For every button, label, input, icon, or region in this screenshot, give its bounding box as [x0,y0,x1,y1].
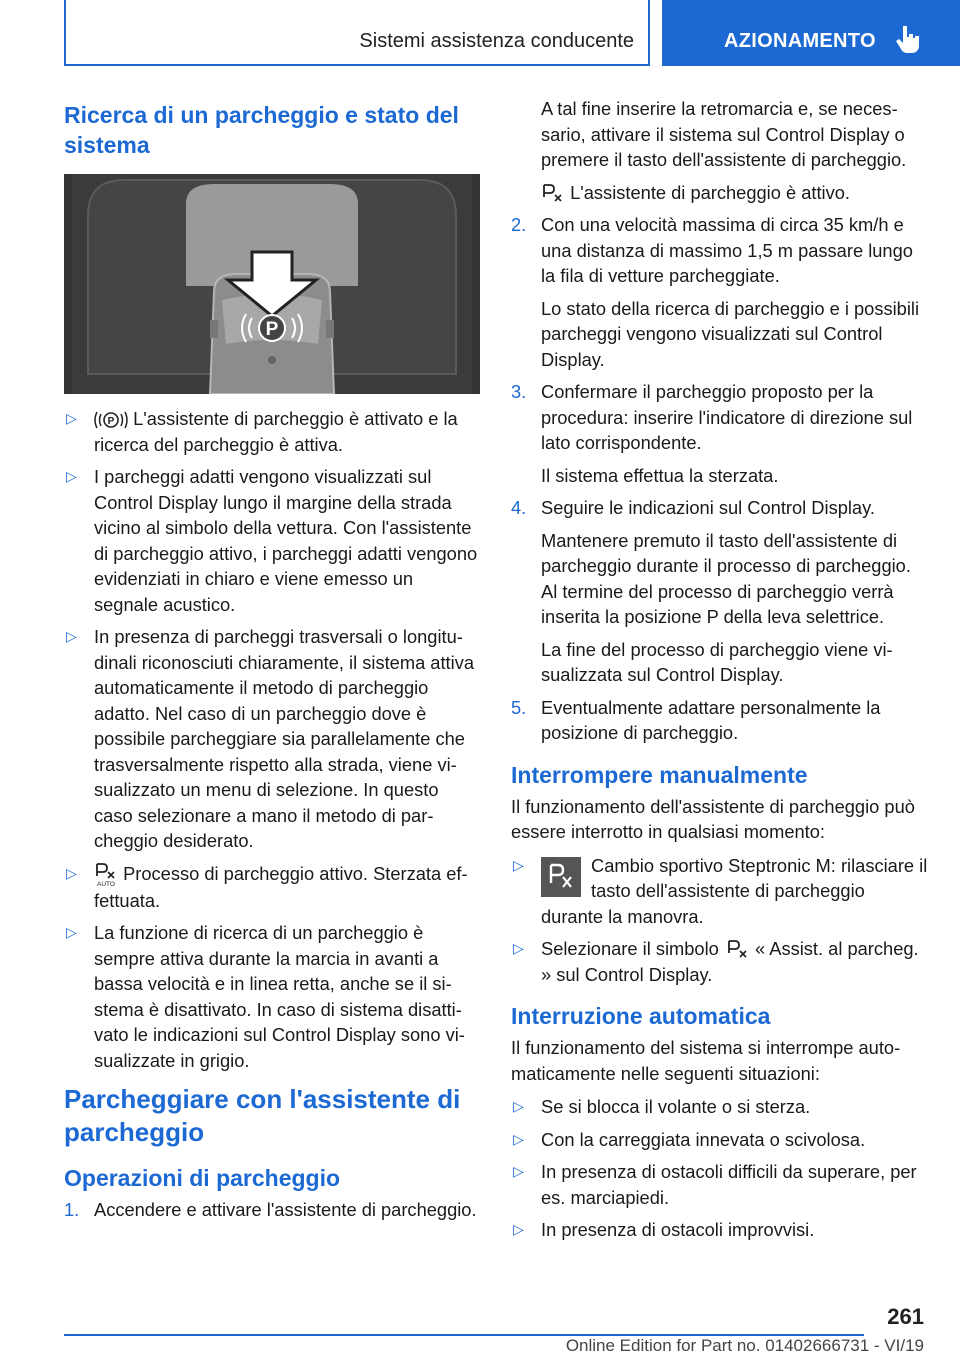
bullet-text-part-1: Selezionare il simbolo [541,938,719,959]
list-item [511,853,931,930]
bullet-marker: ▷ [66,468,77,484]
parking-assistant-button-icon [541,857,581,897]
bullet-marker: ▷ [66,864,77,881]
list-item [64,624,482,854]
auto-intro: Il funzionamento del sistema si interrompe automaticamente nelle seguenti situazioni: [511,1037,901,1084]
step1-continuation: A tal fine inserire la retromarcia e, se necessario, attivare il sistema sul Control Display o premere il tasto dell'assistente di parcheggio. [541,98,907,170]
step-text: Accendere e attivare l'assistente di parcheggio. [94,1199,477,1221]
step-text: Confermare il parcheggio proposto per la procedura: inserire l'indicatore di direzione sul lato corrispondente. [541,381,913,453]
parking-illustration-graphic [64,174,480,394]
bullet-text-part-2: « Assist. al parcheg. » sul Control Display. [541,938,919,985]
bullet-marker: ▷ [513,1163,524,1179]
bullet-marker: ▷ [66,628,77,644]
step-number: 5. [511,696,527,718]
heading-auto-interrupt: Interruzione automatica [511,1003,771,1029]
step4-continuation-1: Mantenere premuto il tasto dell'assistente di parcheggio durante il processo di parcheggio. Al termine del processo di parcheggio verrà inserita la posizione P della leva selettrice. [541,529,911,627]
left-column [64,100,482,1230]
step-number: 1. [64,1199,80,1221]
bullet-marker: ▷ [513,856,524,873]
steps-list [511,695,931,746]
bullet-text: In presenza di ostacoli improvvisi. [541,1219,815,1240]
bullet-text: Cambio sportivo Steptronic M: rilasciare il tasto dell'assistente di parcheggio durante la manovra. [541,854,928,927]
auto-bullet-list [511,1094,931,1243]
heading-manual-interrupt: Interrompere manualmente [511,761,808,788]
list-item [511,1094,931,1120]
manual-bullet-list [511,853,931,988]
bullet-text: Se si blocca il volante o si sterza. [541,1096,811,1117]
header-section-title: Sistemi assistenza conducente [359,30,634,52]
step-text: Seguire le indicazioni sul Control Display. [541,497,875,518]
bullet-marker: ▷ [513,940,524,956]
right-column [511,96,931,1250]
list-item [511,1159,931,1210]
bullet-marker: ▷ [513,1130,524,1147]
list-item [511,379,931,456]
list-item [64,920,482,1073]
step1-icon-text: L'assistente di parcheggio è attivo. [570,181,851,203]
bullet-marker: ▷ [513,1098,524,1114]
edition-note: Online Edition for Part no. 01402666731 - VI/19 [565,1336,924,1355]
step-number: 4. [511,497,527,518]
step-number: 3. [511,381,527,402]
page-number: 261 [887,1304,924,1329]
parking-sensor-icon [94,409,128,431]
heading-park-with-assistant: Parcheggiare con l'assistente di parcheggio [64,1084,461,1148]
bullet-text: La funzione di ricerca di un parcheggio è sempre attiva durante la marcia in avanti a bassa velocità e in linea retta, anche se il sistema è disattivato. In caso di sistema disattivato le indicazioni sul Control Display sono visualizzate in grigio. [94,922,465,1071]
step2-continuation: Lo stato della ricerca di parcheggio e i possibili parcheggi vengono visualizzati sul Control Display. [541,297,920,370]
header-chapter-label: AZIONAMENTO [724,30,876,52]
pointing-hand-icon [894,24,922,54]
list-item [511,695,931,746]
bullet-marker: ▷ [66,924,77,941]
page-header [0,0,960,66]
steps-list-start [64,1197,482,1223]
bullet-text: In presenza di ostacoli difficili da superare, per es. marciapiedi. [541,1161,917,1208]
bullet-text: Processo di parcheggio attivo. Sterzata effettuata. [94,862,468,911]
parking-auto-icon [94,862,118,888]
bullet-marker: ▷ [513,1221,524,1237]
list-item [64,1197,482,1223]
manual-intro: Il funzionamento dell'assistente di parcheggio può essere interrotto in qualsiasi momento: [511,795,915,842]
step-number: 2. [511,214,527,235]
parking-p-label: P [265,319,279,340]
parking-assistant-symbol-icon [724,939,750,961]
step-text: Con una velocità massima di circa 35 km/h e una distanza di massimo 1,5 m passare lungo la fila di vetture parcheggiate. [541,214,913,286]
list-item [64,464,482,617]
steps-list [511,379,931,456]
heading-search-status: Ricerca di un parcheggio e stato del sistema [64,102,459,158]
list-item [511,495,931,521]
list-item [64,406,482,457]
header-section-box [64,0,650,66]
heading-parking-operations: Operazioni di parcheggio [64,1165,341,1192]
steps-list [511,212,931,289]
bullet-text: I parcheggi adatti vengono visualizzati sul Control Display lungo il margine della strada vicino al simbolo della vettura. Con l'assistente di parcheggio attivo, i parcheggi adatti vengono evidenziati in chiaro e viene emesso un segnale acustico. [94,466,478,615]
status-bullet-list [64,406,482,1073]
list-item [511,936,931,987]
step1-icon-line [511,180,931,206]
parking-sensor-icon-letter: P [107,416,115,428]
list-item [64,861,482,914]
header-chapter-tab[interactable] [662,0,960,66]
list-item [511,212,931,289]
bullet-text: L'assistente di parcheggio è attivato e la ricerca del parcheggio è attiva. [94,408,458,455]
list-item [511,1217,931,1243]
parking-assistant-icon [541,183,565,205]
step4-continuation-2: La fine del processo di parcheggio viene visualizzata sul Control Display. [541,638,893,685]
bullet-text: In presenza di parcheggi trasversali o longitudinali riconosciuti chiaramente, il sistema attiva automaticamente il metodo di parcheggio adatto. Nel caso di un parcheggio dove è possibile parcheggiare sia parallelamente che trasversalmente rispetto alla strada, viene visualizzato un menu di selezione. In questo caso selezionare a mano il metodo di parcheggio desiderato. [94,626,475,851]
step3-continuation: Il sistema effettua la sterzata. [541,464,779,486]
page-footer [0,1290,960,1362]
bullet-text: Con la carreggiata innevata o scivolosa. [541,1128,866,1150]
list-item [511,1127,931,1153]
step-text: Eventualmente adattare personalmente la posizione di parcheggio. [541,696,881,743]
parking-illustration [64,174,480,394]
parking-auto-icon-label: AUTO [97,880,115,888]
bullet-marker: ▷ [66,410,77,426]
steps-list [511,495,931,521]
